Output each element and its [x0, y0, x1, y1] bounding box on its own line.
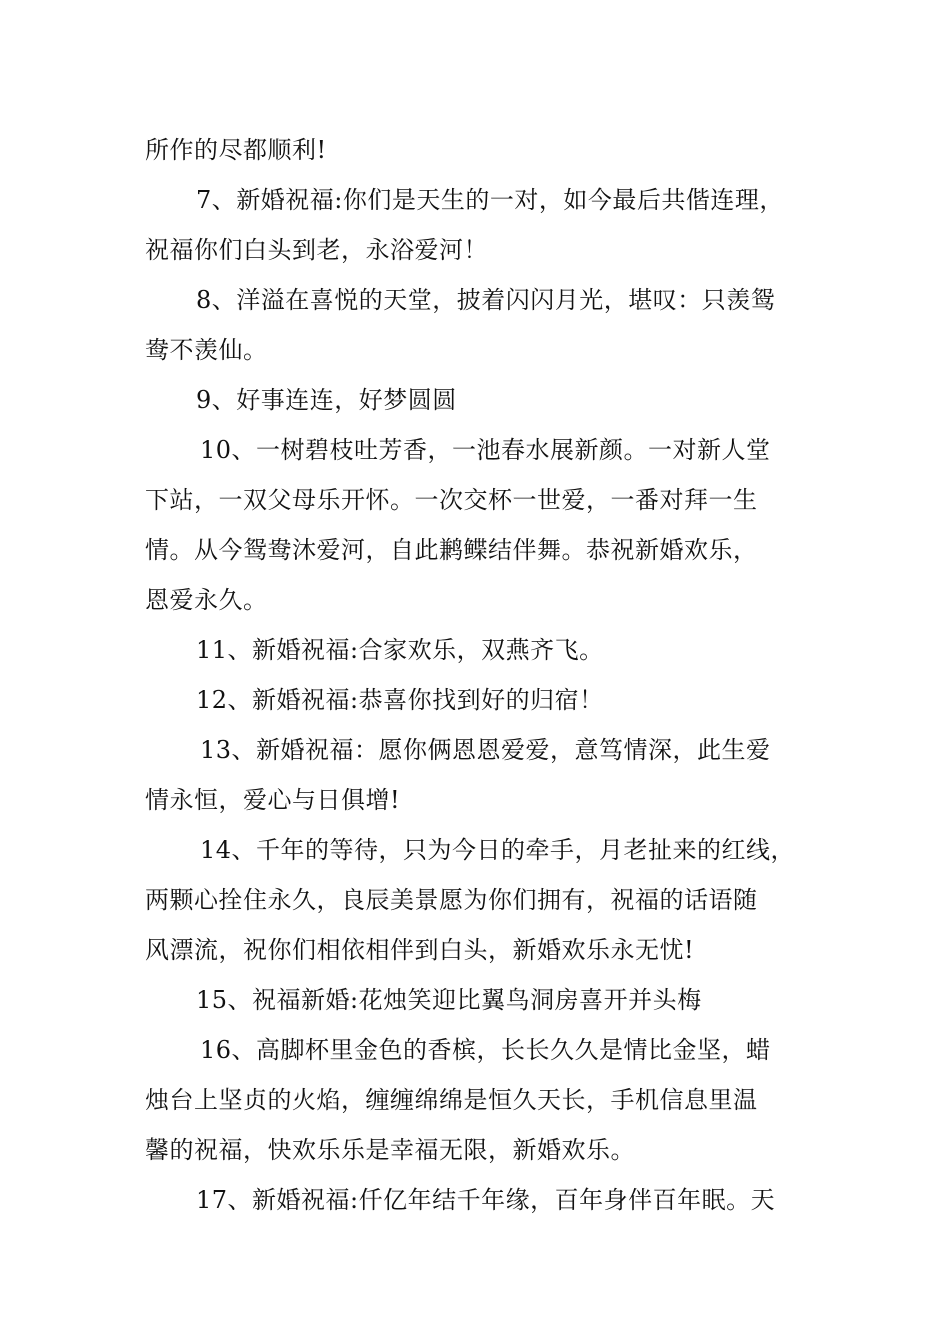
text-line: 7、新婚祝福:你们是天生的一对，如今最后共偕连理， — [196, 186, 784, 214]
text-line: 13、新婚祝福：愿你俩恩恩爱爱，意笃情深，此生爱 — [200, 736, 771, 764]
text-line: 16、高脚杯里金色的香槟，长长久久是情比金坚，蜡 — [200, 1036, 771, 1064]
text-line: 10、一树碧枝吐芳香，一池春水展新颜。一对新人堂 — [200, 436, 771, 464]
text-line: 馨的祝福，快欢乐乐是幸福无限，新婚欢乐。 — [145, 1136, 635, 1164]
text-line: 17、新婚祝福:仟亿年结千年缘，百年身伴百年眠。天 — [196, 1186, 776, 1214]
text-line: 两颗心拴住永久，良辰美景愿为你们拥有，祝福的话语随 — [145, 886, 758, 914]
text-line: 下站，一双父母乐开怀。一次交杯一世爱，一番对拜一生 — [145, 486, 758, 514]
text-line: 情永恒，爱心与日俱增! — [145, 786, 401, 814]
text-line: 恩爱永久。 — [145, 586, 268, 614]
text-line: 14、千年的等待，只为今日的牵手，月老扯来的红线， — [200, 836, 796, 864]
text-line: 15、祝福新婚:花烛笑迎比翼鸟洞房喜开并头梅 — [196, 986, 702, 1014]
text-line: 情。从今鸳鸯沐爱河，自此鹣鲽结伴舞。恭祝新婚欢乐， — [145, 536, 758, 564]
text-line: 鸯不羡仙。 — [145, 336, 268, 364]
text-line: 烛台上坚贞的火焰，缠缠绵绵是恒久天长，手机信息里温 — [145, 1086, 758, 1114]
text-line: 所作的尽都顺利! — [145, 136, 327, 164]
text-line: 11、新婚祝福:合家欢乐，双燕齐飞。 — [196, 636, 604, 664]
text-line: 8、洋溢在喜悦的天堂，披着闪闪月光，堪叹：只羡鸳 — [196, 286, 776, 314]
text-line: 风漂流，祝你们相依相伴到白头，新婚欢乐永无忧! — [145, 936, 695, 964]
text-line: 12、新婚祝福:恭喜你找到好的归宿！ — [196, 686, 604, 714]
text-line: 祝福你们白头到老，永浴爱河！ — [145, 236, 488, 264]
text-line: 9、好事连连，好梦圆圆 — [196, 386, 457, 414]
